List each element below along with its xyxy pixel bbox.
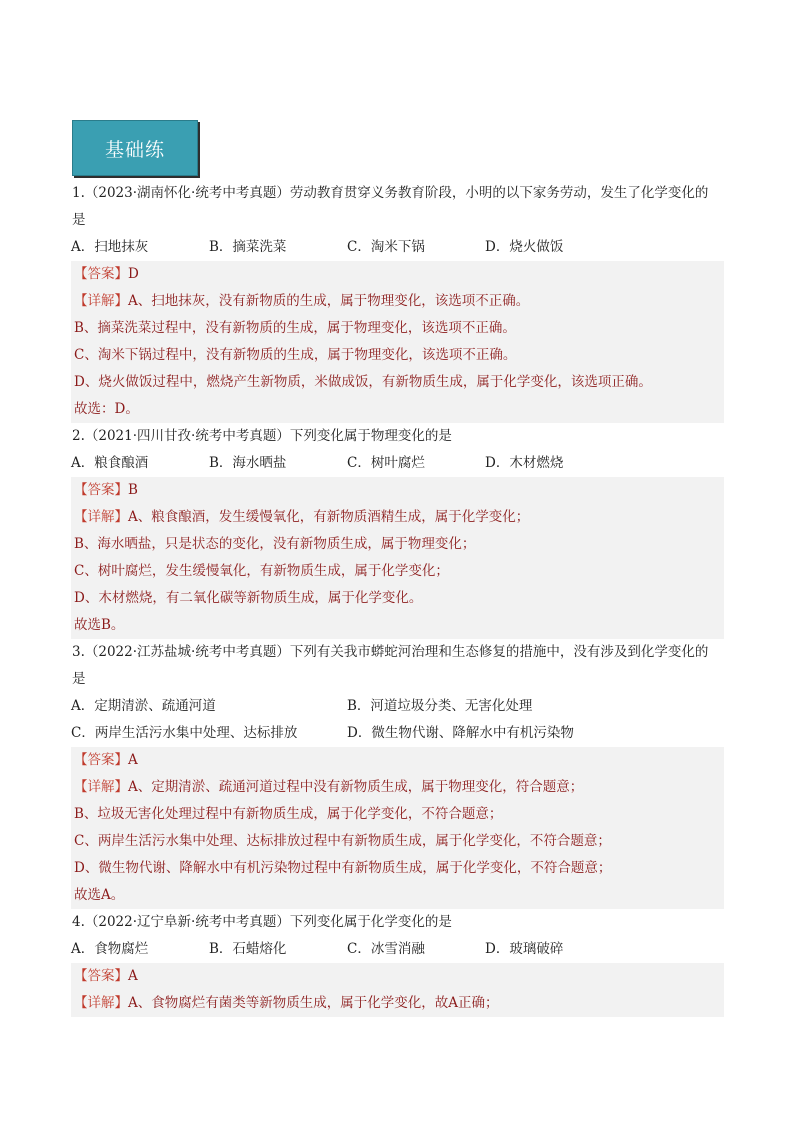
question-2: [71, 423, 724, 639]
detail-line: C、淘米下锅过程中，没有新物质的生成，属于物理变化，该选项不正确。: [74, 347, 517, 363]
question-1: [71, 180, 724, 423]
answer-label: 【答案】: [74, 266, 128, 282]
detail-line: B、海水晒盐，只是状态的变化，没有新物质生成，属于物理变化；: [74, 536, 476, 552]
options-row: [71, 234, 724, 261]
detail-line: D、木材燃烧，有二氧化碳等新物质生成，属于化学变化。: [74, 590, 423, 606]
detail-line: B、垃圾无害化处理过程中有新物质生成，属于化学变化，不符合题意；: [74, 806, 503, 822]
option-a: A．扫地抹灰: [71, 239, 149, 255]
section-title: 基础练: [72, 120, 198, 176]
detail-text: A、粮食酿酒，发生缓慢氧化，有新物质酒精生成，属于化学变化；: [128, 509, 530, 525]
option-c: C．冰雪消融: [347, 941, 425, 957]
detail-line: D、微生物代谢、降解水中有机污染物过程中有新物质生成，属于化学变化，不符合题意；: [74, 860, 612, 876]
options-row: [71, 936, 724, 963]
option-c: C．两岸生活污水集中处理、达标排放: [71, 725, 298, 741]
detail-text: A、扫地抹灰，没有新物质的生成，属于物理变化，该选项不正确。: [128, 293, 530, 309]
detail-label: 【详解】: [74, 293, 128, 309]
option-d: D．烧火做饭: [485, 239, 564, 255]
option-b: B．石蜡熔化: [209, 941, 287, 957]
option-a: A．定期清淤、疏通河道: [71, 698, 216, 714]
answer-value: A: [128, 752, 138, 768]
option-b: B．海水晒盐: [209, 455, 287, 471]
detail-label: 【详解】: [74, 509, 128, 525]
answer-value: B: [128, 482, 138, 498]
question-stem: 4.（2022·辽宁阜新·统考中考真题）下列变化属于化学变化的是: [72, 914, 452, 930]
detail-conclusion: 故选：D。: [74, 401, 139, 417]
detail-label: 【详解】: [74, 779, 128, 795]
option-c: C．淘米下锅: [347, 239, 425, 255]
detail-conclusion: 故选B。: [74, 617, 125, 633]
detail-line: B、摘菜洗菜过程中，没有新物质的生成，属于物理变化，该选项不正确。: [74, 320, 516, 336]
detail-text: A、食物腐烂有菌类等新物质生成，属于化学变化，故A正确；: [128, 995, 499, 1011]
option-d: D．木材燃烧: [485, 455, 564, 471]
question-stem: 1.（2023·湖南怀化·统考中考真题）劳动教育贯穿义务教育阶段，小明的以下家务劳动，发生了化学变化的: [72, 185, 709, 201]
detail-line: [74, 990, 724, 1017]
detail-line: [74, 504, 724, 531]
option-d: D．玻璃破碎: [485, 941, 564, 957]
option-c: C．树叶腐烂: [347, 455, 425, 471]
question-list: [71, 180, 724, 1017]
question-stem: 3.（2022·江苏盐城·统考中考真题）下列有关我市蟒蛇河治理和生态修复的措施中，没有涉及到化学变化的: [72, 644, 709, 660]
answer-panel: [71, 261, 724, 423]
answer-label: 【答案】: [74, 968, 128, 984]
question-4: [71, 909, 724, 1017]
detail-label: 【详解】: [74, 995, 128, 1011]
question-stem: 是: [72, 212, 86, 228]
detail-text: A、定期清淤、疏通河道过程中没有新物质生成，属于物理变化，符合题意；: [128, 779, 584, 795]
answer-line: [74, 963, 724, 990]
option-d: D．微生物代谢、降解水中有机污染物: [347, 725, 574, 741]
answer-panel: [71, 477, 724, 639]
detail-line: C、树叶腐烂，发生缓慢氧化，有新物质生成，属于化学变化；: [74, 563, 449, 579]
answer-line: [74, 477, 724, 504]
option-b: B．河道垃圾分类、无害化处理: [347, 698, 533, 714]
detail-conclusion: 故选A。: [74, 887, 125, 903]
answer-label: 【答案】: [74, 752, 128, 768]
question-stem: 是: [72, 671, 86, 687]
answer-label: 【答案】: [74, 482, 128, 498]
answer-line: [74, 747, 724, 774]
detail-line: C、两岸生活污水集中处理、达标排放过程中有新物质生成，属于化学变化，不符合题意；: [74, 833, 611, 849]
question-stem: 2.（2021·四川甘孜·统考中考真题）下列变化属于物理变化的是: [72, 428, 452, 444]
options-row: [71, 693, 724, 720]
detail-line: [74, 288, 724, 315]
answer-panel: [71, 747, 724, 909]
options-row: [71, 720, 724, 747]
answer-value: D: [128, 266, 139, 282]
answer-panel: [71, 963, 724, 1017]
question-3: [71, 639, 724, 909]
detail-line: [74, 774, 724, 801]
option-a: A．粮食酿酒: [71, 455, 149, 471]
options-row: [71, 450, 724, 477]
option-a: A．食物腐烂: [71, 941, 149, 957]
answer-value: A: [128, 968, 138, 984]
option-b: B．摘菜洗菜: [209, 239, 287, 255]
detail-line: D、烧火做饭过程中，燃烧产生新物质，米做成饭，有新物质生成，属于化学变化，该选项正确。: [74, 374, 652, 390]
answer-line: [74, 261, 724, 288]
